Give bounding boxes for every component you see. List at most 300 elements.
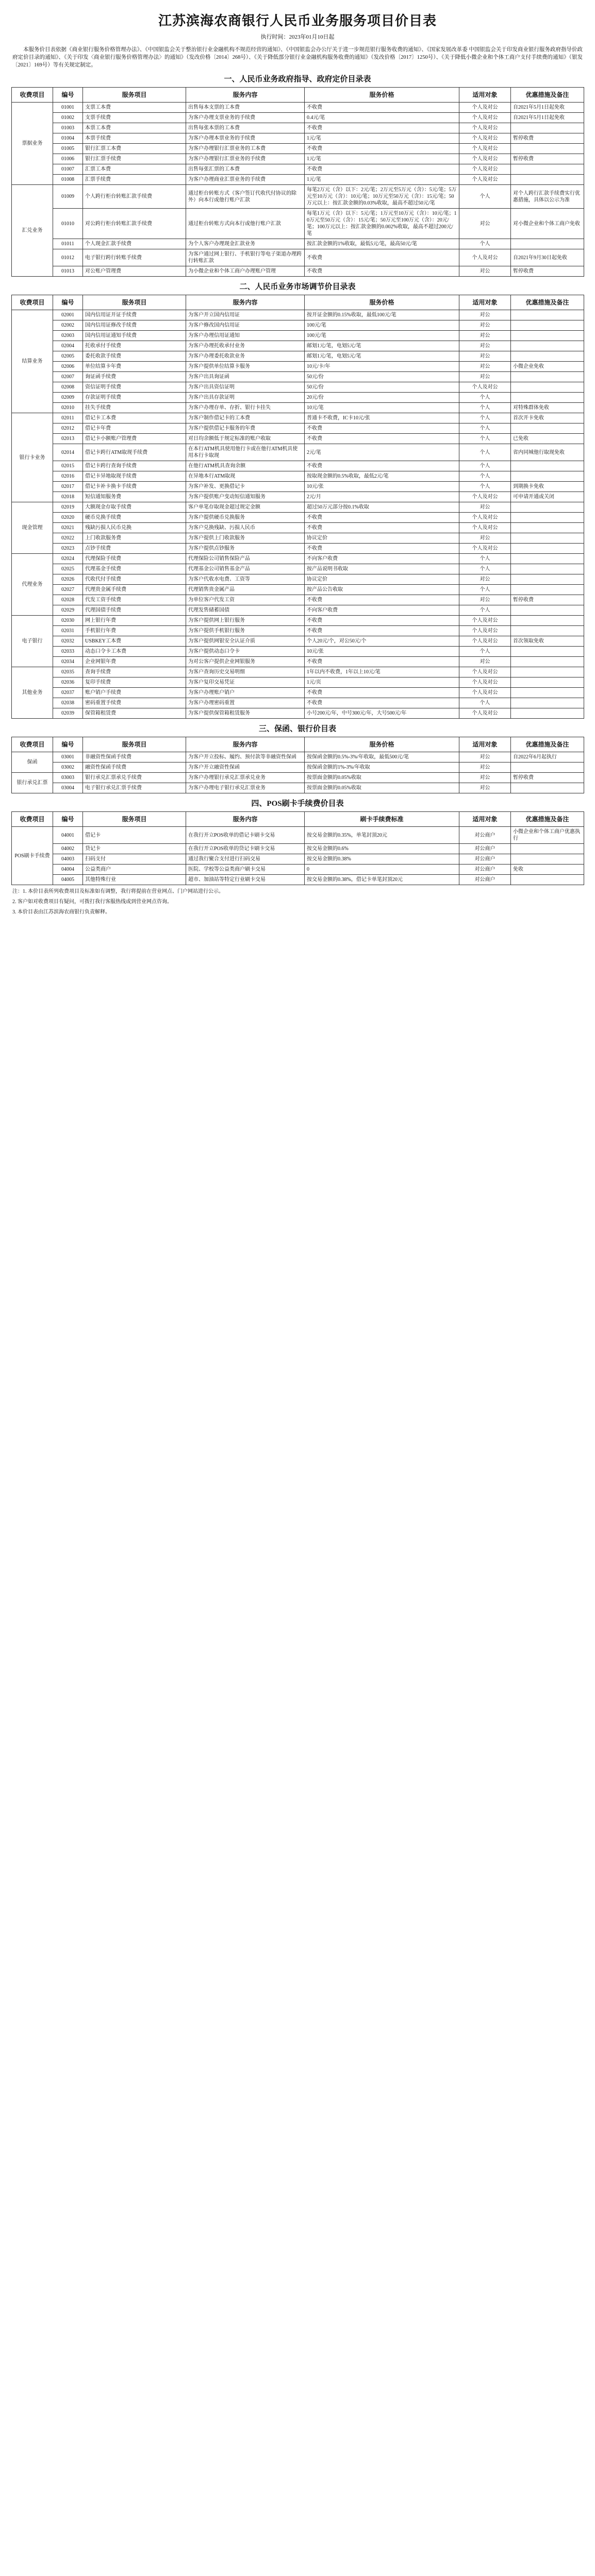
- fee-table: [11, 811, 584, 885]
- table-row: [12, 444, 584, 461]
- price-cell: 按交易金额的0.38%，借记卡单笔封顶20元: [305, 875, 459, 885]
- item-cell: 银行承兑汇票承兑手续费: [83, 773, 186, 783]
- item-cell: 询证函手续费: [83, 372, 186, 382]
- category-cell: POS刷卡手续费: [12, 827, 53, 885]
- code-cell: 01010: [53, 209, 83, 239]
- code-cell: 02035: [53, 667, 83, 677]
- price-cell: 1元/页: [305, 677, 459, 688]
- price-cell: 按保函金额的1%-3%/年收取: [305, 762, 459, 773]
- object-cell: 个人及对公: [459, 544, 511, 554]
- note-cell: 自2021年9月30日起免收: [511, 249, 584, 266]
- content-cell: 为客户提供保管箱租赁服务: [186, 708, 305, 719]
- content-cell: 为客户出具询证函: [186, 372, 305, 382]
- price-cell: 不收费: [305, 164, 459, 175]
- code-cell: 02024: [53, 554, 83, 564]
- table-row: [12, 544, 584, 554]
- column-header: 编号: [53, 88, 83, 103]
- price-cell: 协议定价: [305, 574, 459, 585]
- price-cell: 10元/卡/年: [305, 362, 459, 372]
- price-cell: 10元/张: [305, 647, 459, 657]
- item-cell: 个人现金汇款手续费: [83, 239, 186, 249]
- price-cell: 按交易金额的0.35%，单笔封顶20元: [305, 827, 459, 844]
- object-cell: 对公: [459, 783, 511, 793]
- note-cell: [511, 688, 584, 698]
- column-header: 服务价格: [305, 295, 459, 310]
- object-cell: 对公: [459, 310, 511, 320]
- table-row: [12, 341, 584, 351]
- object-cell: 个人及对公: [459, 677, 511, 688]
- price-cell: 1元/笔: [305, 175, 459, 185]
- table-row: [12, 523, 584, 533]
- object-cell: 个人: [459, 413, 511, 423]
- item-cell: 汇票工本费: [83, 164, 186, 175]
- note-cell: 免收: [511, 865, 584, 875]
- item-cell: 电子银行承兑汇票手续费: [83, 783, 186, 793]
- code-cell: 01011: [53, 239, 83, 249]
- price-cell: 1元/笔: [305, 133, 459, 144]
- code-cell: 02023: [53, 544, 83, 554]
- note-cell: 对小微企业和个体工商户免收: [511, 209, 584, 239]
- price-cell: 不向客户收费: [305, 605, 459, 616]
- note-cell: [511, 875, 584, 885]
- note-cell: 到期换卡免收: [511, 482, 584, 492]
- content-cell: 为对公客户提供企业网银服务: [186, 657, 305, 667]
- code-cell: 02026: [53, 574, 83, 585]
- category-cell: 结算业务: [12, 310, 53, 413]
- item-cell: 上门收款服务费: [83, 533, 186, 544]
- code-cell: 02032: [53, 636, 83, 647]
- code-cell: 04004: [53, 865, 83, 875]
- fee-table: [11, 87, 584, 277]
- item-cell: 融资性保函手续费: [83, 762, 186, 773]
- content-cell: 在异地本行ATM取现: [186, 471, 305, 482]
- object-cell: 个人及对公: [459, 636, 511, 647]
- object-cell: 个人及对公: [459, 708, 511, 719]
- column-header: 编号: [53, 295, 83, 310]
- object-cell: 个人及对公: [459, 667, 511, 677]
- price-cell: 2元/笔: [305, 444, 459, 461]
- table-row: [12, 585, 584, 595]
- object-cell: 个人及对公: [459, 513, 511, 523]
- table-row: [12, 239, 584, 249]
- content-cell: 为客户办理银行汇票业务的工本费: [186, 144, 305, 154]
- price-cell: 不向客户收费: [305, 554, 459, 564]
- code-cell: 01003: [53, 123, 83, 133]
- code-cell: 02014: [53, 444, 83, 461]
- fee-table: [11, 737, 584, 793]
- table-row: [12, 762, 584, 773]
- price-cell: 按产品公告收取: [305, 585, 459, 595]
- table-header-row: [12, 88, 584, 103]
- note-cell: [511, 471, 584, 482]
- code-cell: 02004: [53, 341, 83, 351]
- content-cell: 通过我行聚合支付进行扫码交易: [186, 854, 305, 865]
- item-cell: 存款证明手续费: [83, 393, 186, 403]
- column-header: 服务项目: [83, 812, 186, 827]
- column-header: 收费项目: [12, 295, 53, 310]
- price-cell: 0: [305, 865, 459, 875]
- note-cell: 自2022年6月起执行: [511, 752, 584, 762]
- content-cell: 为客户出具存款证明: [186, 393, 305, 403]
- column-header: 刷卡手续费标准: [305, 812, 459, 827]
- item-cell: 挂失手续费: [83, 403, 186, 413]
- content-cell: 为客户查询历史交易明细: [186, 667, 305, 677]
- table-row: [12, 698, 584, 708]
- code-cell: 01004: [53, 133, 83, 144]
- code-cell: 02034: [53, 657, 83, 667]
- object-cell: 对公: [459, 595, 511, 605]
- content-cell: 为客户办理存单、存折、银行卡挂失: [186, 403, 305, 413]
- content-cell: 为客户办理信用证通知: [186, 331, 305, 341]
- item-cell: 硬币兑换手续费: [83, 513, 186, 523]
- note-cell: [511, 423, 584, 434]
- code-cell: 02017: [53, 482, 83, 492]
- content-cell: 为客户提供动态口令卡: [186, 647, 305, 657]
- note-cell: [511, 677, 584, 688]
- column-header: 服务内容: [186, 812, 305, 827]
- table-row: [12, 461, 584, 471]
- object-cell: 对公: [459, 657, 511, 667]
- note-cell: [511, 762, 584, 773]
- price-cell: 不收费: [305, 249, 459, 266]
- table-row: [12, 362, 584, 372]
- object-cell: 个人及对公: [459, 133, 511, 144]
- item-cell: 国内信用证修改手续费: [83, 320, 186, 331]
- object-cell: 个人: [459, 393, 511, 403]
- note-cell: 省内同城他行取现免收: [511, 444, 584, 461]
- content-cell: 通过柜台转账方式（客户签订代收代付协议的除外）向本行或他行账户汇款: [186, 185, 305, 209]
- table-row: [12, 574, 584, 585]
- content-cell: 为客户开立国内信用证: [186, 310, 305, 320]
- item-cell: 借记卡跨行查询手续费: [83, 461, 186, 471]
- note-cell: 对个人跨行汇款手续费实行优惠措施，具体以公示为准: [511, 185, 584, 209]
- column-header: 服务项目: [83, 737, 186, 752]
- table-row: [12, 382, 584, 393]
- table-row: [12, 595, 584, 605]
- item-cell: 国内信用证开证手续费: [83, 310, 186, 320]
- note-cell: [511, 372, 584, 382]
- content-cell: 为客户兑换残缺、污损人民币: [186, 523, 305, 533]
- price-cell: 不收费: [305, 123, 459, 133]
- content-cell: 为客户补发、更换借记卡: [186, 482, 305, 492]
- table-row: [12, 844, 584, 854]
- price-cell: 0.4元/笔: [305, 113, 459, 123]
- table-row: [12, 636, 584, 647]
- table-header-row: [12, 812, 584, 827]
- table-row: [12, 865, 584, 875]
- table-row: [12, 331, 584, 341]
- note-cell: [511, 564, 584, 574]
- note-cell: 可申请开通或关闭: [511, 492, 584, 502]
- code-cell: 02003: [53, 331, 83, 341]
- content-cell: 为客户提供借记卡服务的年费: [186, 423, 305, 434]
- content-cell: 为小微企业和个体工商户办理账户管理: [186, 266, 305, 277]
- note-cell: 小微企业免收: [511, 362, 584, 372]
- column-header: 收费项目: [12, 737, 53, 752]
- content-cell: 代理基金公司销售基金产品: [186, 564, 305, 574]
- table-row: [12, 103, 584, 113]
- table-row: [12, 185, 584, 209]
- price-cell: 不收费: [305, 616, 459, 626]
- note-cell: [511, 164, 584, 175]
- category-cell: 票据业务: [12, 103, 53, 185]
- note-cell: [511, 698, 584, 708]
- object-cell: 个人及对公: [459, 492, 511, 502]
- price-cell: 100元/笔: [305, 331, 459, 341]
- note-cell: [511, 144, 584, 154]
- table-row: [12, 320, 584, 331]
- code-cell: 02025: [53, 564, 83, 574]
- code-cell: 01005: [53, 144, 83, 154]
- content-cell: 出售每本支票的工本费: [186, 103, 305, 113]
- object-cell: 个人及对公: [459, 616, 511, 626]
- code-cell: 01002: [53, 113, 83, 123]
- object-cell: 对公商户: [459, 865, 511, 875]
- content-cell: 在我行开立POS收单的贷记卡刷卡交易: [186, 844, 305, 854]
- item-cell: 借记卡: [83, 827, 186, 844]
- column-header: 服务内容: [186, 295, 305, 310]
- note-cell: [511, 331, 584, 341]
- content-cell: 代理发售储蓄国债: [186, 605, 305, 616]
- table-row: [12, 657, 584, 667]
- table-row: [12, 626, 584, 636]
- note-cell: [511, 657, 584, 667]
- category-cell: 现金管理: [12, 502, 53, 554]
- column-header: 编号: [53, 737, 83, 752]
- item-cell: 个人跨行柜台转账汇款手续费: [83, 185, 186, 209]
- note-cell: [511, 310, 584, 320]
- item-cell: 国内信用证通知手续费: [83, 331, 186, 341]
- fee-sections: [0, 73, 595, 885]
- price-cell: 按票面金额的0.05%收取: [305, 773, 459, 783]
- content-cell: 为客户提供网上银行服务: [186, 616, 305, 626]
- content-cell: 为单位客户代发工资: [186, 595, 305, 605]
- table-row: [12, 133, 584, 144]
- item-cell: 动态口令卡工本费: [83, 647, 186, 657]
- note-cell: 已免收: [511, 434, 584, 444]
- note-cell: 暂停收费: [511, 595, 584, 605]
- object-cell: 对公: [459, 266, 511, 277]
- code-cell: 04003: [53, 854, 83, 865]
- content-cell: 为客户修改国内信用证: [186, 320, 305, 331]
- table-row: [12, 492, 584, 502]
- item-cell: 复印手续费: [83, 677, 186, 688]
- price-cell: 小号200元/年，中号300元/年，大号500元/年: [305, 708, 459, 719]
- item-cell: 支票工本费: [83, 103, 186, 113]
- price-cell: 10元/张: [305, 482, 459, 492]
- content-cell: 代理销售贵金属产品: [186, 585, 305, 595]
- price-cell: 不收费: [305, 688, 459, 698]
- table-row: [12, 513, 584, 523]
- price-cell: 不收费: [305, 523, 459, 533]
- content-cell: 医院、学校等公益类商户刷卡交易: [186, 865, 305, 875]
- item-cell: 托收承付手续费: [83, 341, 186, 351]
- item-cell: 短信通知服务费: [83, 492, 186, 502]
- item-cell: 借记卡年费: [83, 423, 186, 434]
- content-cell: 为客户办理银行承兑汇票承兑业务: [186, 773, 305, 783]
- note-cell: [511, 544, 584, 554]
- object-cell: 个人及对公: [459, 382, 511, 393]
- content-cell: 在本行ATM机具使用他行卡或在他行ATM机具使用本行卡取现: [186, 444, 305, 461]
- code-cell: 02007: [53, 372, 83, 382]
- note-cell: [511, 341, 584, 351]
- note-cell: 自2021年5月1日起免收: [511, 113, 584, 123]
- table-row: [12, 372, 584, 382]
- price-cell: 按交易金额的0.38%: [305, 854, 459, 865]
- object-cell: 个人及对公: [459, 164, 511, 175]
- note-cell: [511, 382, 584, 393]
- code-cell: 02037: [53, 688, 83, 698]
- category-cell: 代理业务: [12, 554, 53, 616]
- price-cell: 不收费: [305, 461, 459, 471]
- column-header: 编号: [53, 812, 83, 827]
- object-cell: 对公商户: [459, 844, 511, 854]
- note-cell: 首次领取免收: [511, 636, 584, 647]
- note-cell: 小微企业和个体工商户优惠执行: [511, 827, 584, 844]
- item-cell: 企业网银年费: [83, 657, 186, 667]
- note-cell: [511, 502, 584, 513]
- content-cell: 为客户办理商业汇票业务的手续费: [186, 175, 305, 185]
- section-title: 四、POS刷卡手续费价目表: [251, 800, 344, 808]
- object-cell: 个人: [459, 434, 511, 444]
- content-cell: 为客户办理支票业务的手续费: [186, 113, 305, 123]
- content-cell: 对日均余额低于规定标准的账户收取: [186, 434, 305, 444]
- note-cell: [511, 523, 584, 533]
- code-cell: 01001: [53, 103, 83, 113]
- price-cell: 50元/份: [305, 372, 459, 382]
- object-cell: 个人及对公: [459, 113, 511, 123]
- fee-table: [11, 295, 584, 719]
- price-cell: 按开证金额的0.15%收取，最低100元/笔: [305, 310, 459, 320]
- item-cell: 手机银行年费: [83, 626, 186, 636]
- content-cell: 为客户通过网上银行、手机银行等电子渠道办理跨行转账汇款: [186, 249, 305, 266]
- section-title: 三、保函、银行价目表: [258, 725, 336, 733]
- price-cell: 个人20元/个，对公50元/个: [305, 636, 459, 647]
- item-cell: 代理国债手续费: [83, 605, 186, 616]
- table-row: [12, 502, 584, 513]
- table-row: [12, 564, 584, 574]
- category-cell: 保函: [12, 752, 53, 773]
- item-cell: 代发工资手续费: [83, 595, 186, 605]
- price-cell: 不收费: [305, 626, 459, 636]
- table-row: [12, 471, 584, 482]
- code-cell: 02033: [53, 647, 83, 657]
- table-row: [12, 616, 584, 626]
- note-cell: [511, 854, 584, 865]
- content-cell: 为客户提供网银安全认证介质: [186, 636, 305, 647]
- code-cell: 02028: [53, 595, 83, 605]
- section-title: 二、人民币业务市场调节价目录表: [239, 283, 356, 291]
- note-cell: [511, 844, 584, 854]
- object-cell: 对公商户: [459, 827, 511, 844]
- code-cell: 03002: [53, 762, 83, 773]
- object-cell: 个人: [459, 585, 511, 595]
- item-cell: 公益类商户: [83, 865, 186, 875]
- note-cell: [511, 554, 584, 564]
- object-cell: 对公商户: [459, 854, 511, 865]
- item-cell: 本票手续费: [83, 133, 186, 144]
- column-header: 服务项目: [83, 88, 186, 103]
- item-cell: 借记卡补卡换卡手续费: [83, 482, 186, 492]
- content-cell: 出售每张本票的工本费: [186, 123, 305, 133]
- table-row: [12, 266, 584, 277]
- note-cell: [511, 533, 584, 544]
- content-cell: 为客户办理银行汇票业务的手续费: [186, 154, 305, 164]
- code-cell: 01013: [53, 266, 83, 277]
- object-cell: 个人及对公: [459, 175, 511, 185]
- object-cell: 对公: [459, 773, 511, 783]
- item-cell: 代理保险手续费: [83, 554, 186, 564]
- note-cell: 暂停收费: [511, 773, 584, 783]
- note-cell: [511, 708, 584, 719]
- table-row: [12, 554, 584, 564]
- footer-notes: [0, 888, 595, 916]
- column-header: 优惠措施及备注: [511, 812, 584, 827]
- object-cell: 对公: [459, 372, 511, 382]
- code-cell: 02013: [53, 434, 83, 444]
- table-row: [12, 688, 584, 698]
- object-cell: 对公: [459, 341, 511, 351]
- object-cell: 对公: [459, 574, 511, 585]
- content-cell: 为客户办理本票业务的手续费: [186, 133, 305, 144]
- table-row: [12, 783, 584, 793]
- code-cell: 02036: [53, 677, 83, 688]
- object-cell: 个人: [459, 444, 511, 461]
- code-cell: 02027: [53, 585, 83, 595]
- code-cell: 02001: [53, 310, 83, 320]
- object-cell: 个人及对公: [459, 688, 511, 698]
- table-row: [12, 605, 584, 616]
- price-cell: 协议定价: [305, 533, 459, 544]
- item-cell: 借记卡跨行ATM取现手续费: [83, 444, 186, 461]
- note-cell: 对特殊群体免收: [511, 403, 584, 413]
- price-cell: 不收费: [305, 513, 459, 523]
- object-cell: 对公: [459, 502, 511, 513]
- object-cell: 个人: [459, 471, 511, 482]
- table-row: [12, 708, 584, 719]
- price-cell: 1年以内不收费，1年以上10元/笔: [305, 667, 459, 677]
- table-row: [12, 249, 584, 266]
- price-cell: 按汇款金额的1%收取，最低5元/笔，最高50元/笔: [305, 239, 459, 249]
- code-cell: 02012: [53, 423, 83, 434]
- price-cell: 每笔2万元（含）以下：2元/笔；2万元至5万元（含）：5元/笔；5万元至10万元（含）：10元/笔；10万元至50万元（含）：15元/笔；50万元以上：按汇款金额的0.03%收取，最高不超过50元/笔: [305, 185, 459, 209]
- code-cell: 02029: [53, 605, 83, 616]
- item-cell: 查询手续费: [83, 667, 186, 677]
- code-cell: 02006: [53, 362, 83, 372]
- code-cell: 04005: [53, 875, 83, 885]
- note-cell: [511, 320, 584, 331]
- item-cell: 代理贵金属手续费: [83, 585, 186, 595]
- note-line: 注：1. 本价目表所列收费项目及标准如有调整，我行将提前在营业网点、门户网站进行公示。: [12, 889, 224, 894]
- table-row: [12, 533, 584, 544]
- code-cell: 02010: [53, 403, 83, 413]
- object-cell: 个人: [459, 403, 511, 413]
- item-cell: 大额现金存取手续费: [83, 502, 186, 513]
- code-cell: 02022: [53, 533, 83, 544]
- table-row: [12, 310, 584, 320]
- item-cell: 网上银行年费: [83, 616, 186, 626]
- code-cell: 01009: [53, 185, 83, 209]
- object-cell: 个人及对公: [459, 626, 511, 636]
- code-cell: 04001: [53, 827, 83, 844]
- object-cell: 个人: [459, 239, 511, 249]
- note-cell: [511, 647, 584, 657]
- price-cell: 不收费: [305, 103, 459, 113]
- table-header-row: [12, 737, 584, 752]
- content-cell: 在他行ATM机具查询余额: [186, 461, 305, 471]
- object-cell: 对公商户: [459, 875, 511, 885]
- content-cell: 为客户办理托收承付业务: [186, 341, 305, 351]
